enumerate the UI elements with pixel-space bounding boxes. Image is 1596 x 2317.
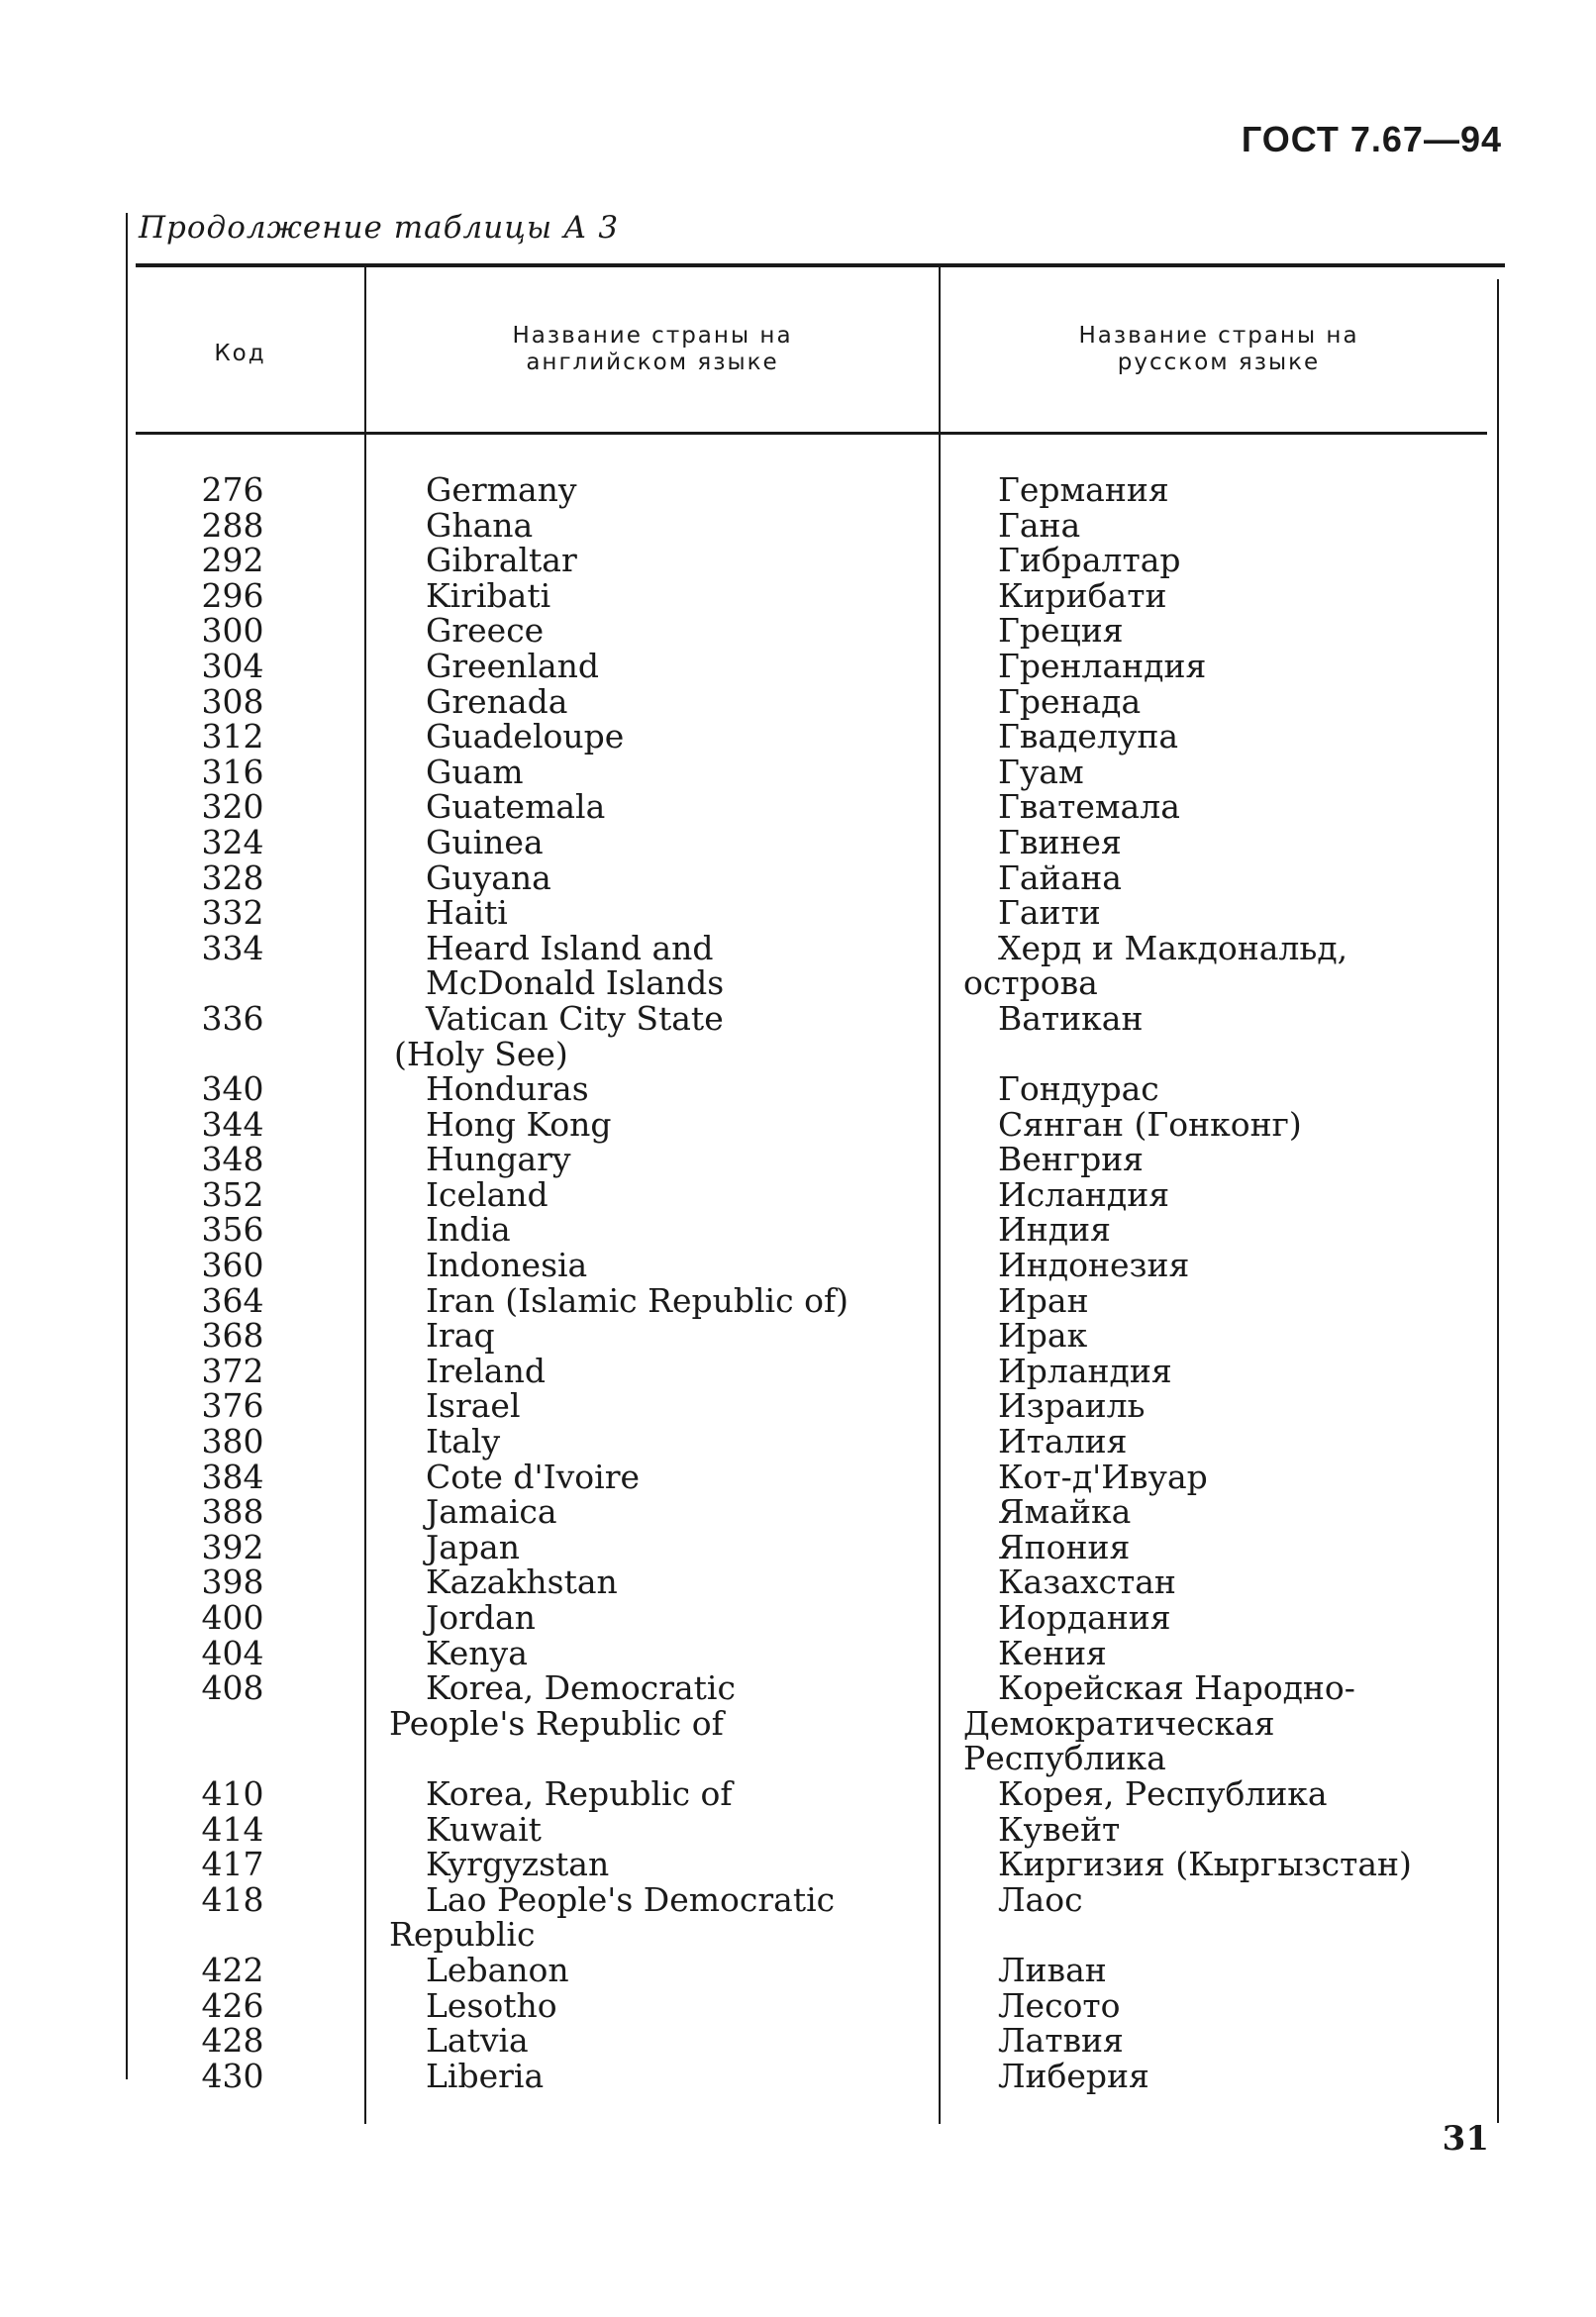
country-name-english-cell: Guinea (426, 822, 544, 861)
country-name-english-cell: Guadeloupe (426, 717, 625, 756)
country-name-russian-cell: Иран (998, 1280, 1089, 1320)
country-name-russian-cell: Гвинея (998, 822, 1122, 861)
country-name-english-cell: Guyana (426, 857, 551, 897)
country-name-russian-cell: Гибралтар (998, 541, 1181, 580)
country-name-russian-cell: Лесото (998, 1985, 1121, 2025)
column-header-russian (941, 323, 1497, 376)
country-name-russian-cell: Кот-д'Ивуар (998, 1457, 1208, 1496)
country-code-cell: 428 (201, 2021, 264, 2061)
country-name-english-cell: Kuwait (426, 1809, 542, 1849)
country-name-russian-cell: Кирибати (998, 575, 1167, 615)
country-code-cell: 356 (201, 1210, 264, 1250)
country-code-cell (178, 965, 287, 1001)
country-name-russian-cell: Гаити (998, 893, 1101, 933)
country-code-cell: 288 (201, 505, 264, 545)
country-name-english-cell: Republic (389, 1915, 536, 1955)
table-right-rule (1497, 279, 1499, 2123)
country-name-english-cell: Kiribati (426, 575, 551, 615)
country-name-russian-cell: Корея, Республика (998, 1773, 1328, 1813)
country-code-cell: 334 (201, 928, 264, 967)
country-code-cell: 360 (201, 1246, 264, 1285)
country-name-english-cell (426, 1741, 931, 1776)
country-code-cell: 418 (201, 1879, 264, 1919)
country-code-cell: 296 (201, 575, 264, 615)
country-name-russian-cell: Венгрия (998, 1140, 1145, 1179)
country-name-english-cell: Kenya (426, 1633, 528, 1672)
country-name-russian-cell: Республика (963, 1739, 1166, 1778)
russian-name-column (963, 470, 1493, 2095)
country-code-cell: 316 (201, 752, 264, 791)
country-code-cell: 400 (201, 1598, 264, 1637)
country-name-russian-cell: Исландия (998, 1174, 1170, 1214)
country-name-russian-cell: Германия (998, 470, 1169, 509)
english-name-column (389, 470, 931, 2095)
country-name-russian-cell: Гуам (998, 752, 1084, 791)
country-name-russian-cell: Иордания (998, 1598, 1171, 1637)
country-code-cell: 376 (201, 1386, 264, 1426)
country-name-english-cell: Lao People's Democratic (426, 1879, 836, 1919)
country-code-cell: 304 (201, 646, 264, 685)
country-name-english-cell: Greece (426, 611, 545, 651)
country-code-cell: 336 (201, 998, 264, 1038)
country-name-english-cell: People's Republic of (389, 1703, 724, 1743)
country-name-russian-cell: Лаос (998, 1879, 1083, 1919)
country-name-russian-cell (998, 1037, 1493, 1072)
country-code-cell: 380 (201, 1422, 264, 1461)
country-name-english-cell: Greenland (426, 646, 600, 685)
country-name-russian-cell: острова (963, 963, 1098, 1003)
country-name-russian-cell: Латвия (998, 2021, 1124, 2061)
country-name-english-cell: Israel (426, 1386, 521, 1426)
country-name-english-cell: Cote d'Ivoire (426, 1457, 640, 1496)
country-code-cell (178, 1706, 287, 1742)
column-header-russian-line1: Название страны на (1078, 323, 1359, 349)
country-name-russian-cell: Гренада (998, 681, 1142, 721)
column-divider-1 (364, 267, 366, 2124)
country-name-english-cell: Hungary (426, 1140, 571, 1179)
country-name-russian-cell: Греция (998, 611, 1124, 651)
country-code-cell: 372 (201, 1351, 264, 1390)
country-name-english-cell: Ghana (426, 505, 534, 545)
table-caption: Продолжение таблицы А 3 (139, 210, 620, 246)
country-code-cell: 388 (201, 1492, 264, 1532)
country-name-english-cell: Japan (426, 1527, 520, 1566)
column-header-code (139, 341, 342, 367)
country-code-cell: 276 (201, 470, 264, 509)
country-code-cell: 426 (201, 1985, 264, 2025)
country-code-cell: 300 (201, 611, 264, 651)
country-name-russian-cell: Индонезия (998, 1246, 1190, 1285)
country-name-russian-cell: Гватемала (998, 787, 1180, 827)
country-code-cell: 384 (201, 1457, 264, 1496)
country-name-english-cell: Iceland (426, 1174, 549, 1214)
column-header-russian-line2: русском языке (1117, 350, 1321, 375)
country-code-cell: 414 (201, 1809, 264, 1849)
country-name-english-cell: Latvia (426, 2021, 529, 2061)
country-name-russian-cell: Ямайка (998, 1492, 1132, 1532)
table-top-rule (136, 263, 1505, 267)
country-name-russian-cell: Ватикан (998, 998, 1144, 1038)
country-name-english-cell: Gibraltar (426, 541, 577, 580)
country-name-russian-cell: Гренландия (998, 646, 1207, 685)
country-name-english-cell: Iran (Islamic Republic of) (426, 1280, 849, 1320)
country-name-english-cell: India (426, 1210, 511, 1250)
country-name-english-cell: Honduras (426, 1069, 589, 1109)
country-name-english-cell: Indonesia (426, 1246, 588, 1285)
country-name-russian-cell: Кения (998, 1633, 1107, 1672)
country-code-cell: 308 (201, 681, 264, 721)
country-name-russian-cell: Италия (998, 1422, 1128, 1461)
country-name-russian-cell: Демократическая (963, 1703, 1275, 1743)
country-code-cell: 408 (201, 1668, 264, 1708)
column-header-english-line1: Название страны на (512, 323, 793, 349)
document-standard-code: ГОСТ 7.67—94 (1241, 119, 1502, 159)
country-name-russian-cell: Кувейт (998, 1809, 1121, 1849)
country-code-cell: 328 (201, 857, 264, 897)
country-code-cell (178, 1917, 287, 1953)
country-name-english-cell: Germany (426, 470, 577, 509)
country-code-cell: 410 (201, 1773, 264, 1813)
country-name-english-cell: Jamaica (426, 1492, 557, 1532)
country-code-cell: 340 (201, 1069, 264, 1109)
country-code-cell: 417 (201, 1845, 264, 1884)
country-code-cell: 324 (201, 822, 264, 861)
country-name-russian-cell: Гваделупа (998, 717, 1178, 756)
country-code-cell: 392 (201, 1527, 264, 1566)
country-code-cell: 312 (201, 717, 264, 756)
country-name-english-cell: Korea, Republic of (426, 1773, 733, 1813)
country-name-english-cell: Jordan (426, 1598, 536, 1637)
country-code-cell: 292 (201, 541, 264, 580)
code-column (178, 472, 287, 2093)
country-name-russian-cell: Киргизия (Кыргызстан) (998, 1845, 1412, 1884)
country-name-russian-cell: Сянган (Гонконг) (998, 1104, 1302, 1144)
country-name-english-cell: Haiti (426, 893, 508, 933)
country-name-russian-cell: Израиль (998, 1386, 1146, 1426)
country-code-cell: 352 (201, 1174, 264, 1214)
country-name-russian-cell: Ирландия (998, 1351, 1172, 1390)
country-name-english-cell: McDonald Islands (426, 963, 725, 1003)
country-name-russian-cell: Либерия (998, 2056, 1149, 2095)
country-code-cell (178, 1741, 287, 1776)
country-name-russian-cell (998, 1917, 1493, 1953)
country-name-russian-cell: Индия (998, 1210, 1111, 1250)
country-code-cell: 364 (201, 1280, 264, 1320)
country-name-english-cell: Kazakhstan (426, 1562, 618, 1602)
column-divider-2 (939, 267, 941, 2124)
country-code-cell: 348 (201, 1140, 264, 1179)
country-name-english-cell: Lebanon (426, 1950, 569, 1989)
country-code-cell: 404 (201, 1633, 264, 1672)
country-name-english-cell: Guam (426, 752, 524, 791)
country-name-english-cell: Italy (426, 1422, 501, 1461)
header-bottom-rule (136, 432, 1487, 435)
country-name-english-cell: Vatican City State (426, 998, 724, 1038)
country-name-english-cell: Guatemala (426, 787, 606, 827)
country-name-russian-cell: Гондурас (998, 1069, 1159, 1109)
country-code-cell (178, 1037, 287, 1072)
country-name-english-cell: Hong Kong (426, 1104, 612, 1144)
country-name-russian-cell: Гайана (998, 857, 1122, 897)
country-name-english-cell: Iraq (426, 1316, 495, 1356)
country-name-english-cell: Kyrgyzstan (426, 1845, 610, 1884)
country-code-cell: 368 (201, 1316, 264, 1356)
country-name-english-cell: Grenada (426, 681, 568, 721)
country-code-cell: 430 (201, 2056, 264, 2095)
country-name-english-cell: (Holy See) (394, 1034, 568, 1073)
country-code-cell: 332 (201, 893, 264, 933)
country-name-russian-cell: Корейская Народно- (998, 1668, 1355, 1708)
country-code-cell: 398 (201, 1562, 264, 1602)
country-name-russian-cell: Ирак (998, 1316, 1088, 1356)
country-name-english-cell: Ireland (426, 1351, 546, 1390)
country-name-russian-cell: Херд и Макдональд, (998, 928, 1348, 967)
country-name-russian-cell: Гана (998, 505, 1081, 545)
country-name-russian-cell: Ливан (998, 1950, 1107, 1989)
country-code-cell: 344 (201, 1104, 264, 1144)
country-code-cell: 320 (201, 787, 264, 827)
column-header-english (366, 323, 939, 376)
country-code-cell: 422 (201, 1950, 264, 1989)
column-header-english-line2: английском языке (526, 350, 779, 375)
country-name-english-cell: Heard Island and (426, 928, 714, 967)
column-header-code-label: Код (214, 341, 266, 366)
country-name-russian-cell: Япония (998, 1527, 1131, 1566)
page-number: 31 (1442, 2119, 1489, 2159)
country-name-english-cell: Liberia (426, 2056, 545, 2095)
country-name-russian-cell: Казахстан (998, 1562, 1176, 1602)
country-name-english-cell: Lesotho (426, 1985, 557, 2025)
country-name-english-cell: Korea, Democratic (426, 1668, 736, 1708)
left-margin-rule (126, 213, 128, 2079)
